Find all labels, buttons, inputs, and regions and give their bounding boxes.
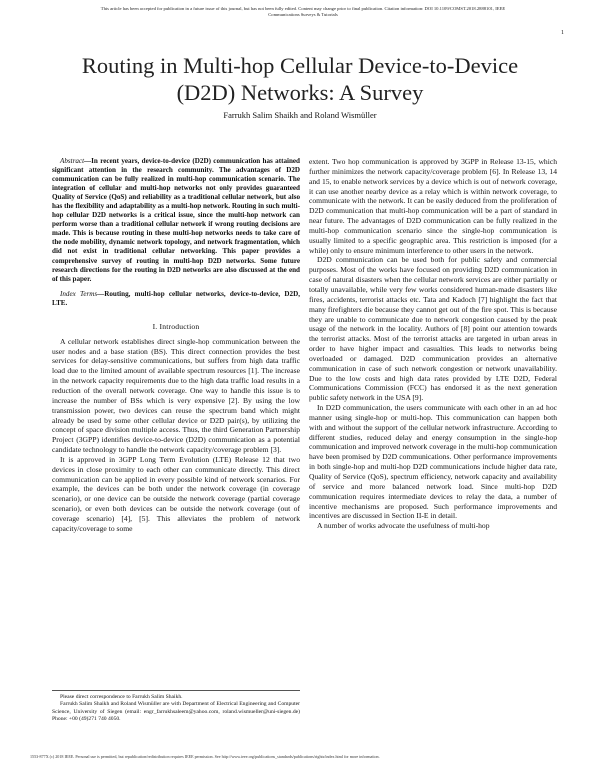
- index-terms-label: Index Terms: [60, 289, 98, 298]
- banner-line-2: Communications Surveys & Tutorials: [268, 12, 338, 17]
- page-number: 1: [561, 30, 564, 36]
- paper-title: [40, 52, 560, 106]
- right-column: [309, 157, 557, 531]
- body-paragraph: In D2D communication, the users communicate with each other in an ad hoc manner using single-hop or multi-hop. This communication can happen both with and without the support of the cellular network infrastructure. According to different studies, reduced delay and energy consumption in the single-hop communication and improved network coverage in the multi-hop communication have been promised by D2D communications. Other performance improvements in both single-hop and multi-hop D2D communications include higher data rate, Quality of Service (QoS), spectrum efficiency, network capacity and availability of service and more balanced network load. Since multi-hop D2D communication requires intermediate devices to relay the data, a number of incentive mechanisms are proposed. Such performance improvements and incentives are discussed in Section II-E in detail.: [309, 403, 557, 521]
- index-terms: [52, 290, 300, 308]
- abstract-separator: —: [84, 157, 92, 165]
- abstract-label: Abstract: [60, 157, 85, 165]
- journal-banner: [38, 6, 568, 18]
- index-terms-text: Routing, multi-hop cellular networks, device-to-device, D2D, LTE.: [52, 289, 300, 307]
- banner-line-1: This article has been accepted for publication in a future issue of this journal, but has not been fully edited. Content may change prior to final publication. Citation information: DOI 10.1109/COMST.2018.2888101, IEEE: [100, 6, 506, 11]
- footnotes: [52, 690, 300, 724]
- section-heading-introduction: I. Introduction: [152, 321, 200, 331]
- footnote: Please direct correspondence to Farrukh Salim Shaikh.: [60, 694, 183, 700]
- title-line-2: (D2D) Networks: A Survey: [176, 80, 424, 105]
- body-paragraph: A cellular network establishes direct single-hop communication between the user nodes and a base station (BS). This direct connection provides the best services for delay-sensitive communications, but suffers from high data traffic load due to the limited amount of available spectrum resources [1]. The increase in the network capacity requirements due to the high data traffic load results in a reduction of the overall network coverage. One way to handle this issue is to increase the number of BSs which is very expensive [2]. By using the low transmission power, two devices can reuse the spectrum band which might already be used by some other cellular device or D2D pair(s), by utilizing the concept of space division multiple access. Thus, the third Generation Partnership Project (3GPP) identifies device-to-device (D2D) communication as a potential candidate technology to handle the network capacity/coverage problem [3].: [52, 336, 300, 455]
- left-column: [52, 157, 300, 534]
- body-paragraph: A number of works advocate the usefulness of multi-hop: [317, 521, 490, 531]
- footnote: Farrukh Salim Shaikh and Roland Wismüller are with Department of Electrical Engineering and Computer Science, University of Siegen (email: engr_farrukhsaleem@yahoo.com, roland.wismueller@uni-siegen.de) Phone: +00 (49)271 740 4050.: [52, 701, 300, 723]
- body-paragraph: extent. Two hop communication is approved by 3GPP in Release 13-15, which further minimizes the network capacity/coverage problem [6]. In Release 13, 14 and 15, to enable network services by a device which is out of network coverage, it can use another nearby device as a relay which is within network coverage, to communicate with the network. It can be easily deduced from the proliferation of D2D communication that multi-hop communication will be a part of standard in near future. The advantages of D2D communication can be fully realized in the multi-hop communication scenario since the single-hop communication is usually limited to a specific geographic area. This restriction is imposed (for a while) only to ensure minimum interference to other users in the network.: [309, 157, 557, 255]
- abstract-text: In recent years, device-to-device (D2D) communication has attained significant attention in the research community. The advantages of D2D communication can be fully realized in multi-hop communication scenario. The integration of cellular and multi-hop networks not only provides guaranteed Quality of Service (QoS) and reliability as a traditional cellular network, but also has the flexibility and adaptability as a multi-hop network. Routing in such multi-hop cellular D2D networks is a critical issue, since the multi-hop network can perform worse than a traditional cellular network if wrong routing decisions are made. This is because routing in these multi-hop networks needs to take care of the node mobility, dynamic network topology, and network fragmentation, which did not exist in traditional cellular networking. This paper provides a comprehensive survey of routing in multi-hop D2D networks. Some future research directions for the routing in D2D networks are also discussed at the end of this paper.: [52, 157, 300, 283]
- body-paragraph: It is approved in 3GPP Long Term Evolution (LTE) Release 12 that two devices in close proximity to each other can communicate directly. This direct communication can be applied in every possible kind of network scenarios. For example, the devices can be both under the network coverage (in coverage scenario), or one device can be outside the network coverage (partial coverage scenario), or even both devices can be outside the network coverage (out of coverage scenario) [4], [5]. This alleviates the problem of network capacity/coverage to some: [52, 454, 300, 533]
- author-list: Farrukh Salim Shaikh and Roland Wismüller: [223, 110, 377, 120]
- copyright-footer: 1553-877X (c) 2018 IEEE. Personal use is permitted, but republication/redistribution requires IEEE permission. See http://www.ieee.org/publications_standards/publications/rights/index.html for more information.: [30, 754, 380, 759]
- body-paragraph: D2D communication can be used both for public safety and commercial purposes. Most of the works have focused on providing D2D communication in case of natural disasters when the cellular network services are either partially or totally unavailable, while very few works considered human-made disasters like fires, accidents, terrorist attacks etc. Tata and Kadoch [7] highlight the fact that many firefighters die because they cannot get out of the fire spot. This is because they are unable to communicate due to network congestion caused by the peak usage of the network in the locality. Authors of [8] point our attention towards the terrorist attacks. Most of the terrorist attacks are targeted in urban areas in order to have higher impact and casualties. This leads to networks being overloaded or damaged. D2D communication provides an alternative communication in case of such network congestion or network unavailability. Due to the low costs and high data rates provided by LTE D2D, Federal Communications Commission (FCC) has endorsed it as the next generation public safety network in the USA [9].: [309, 255, 557, 403]
- title-line-1: Routing in Multi-hop Cellular Device-to-Device: [81, 53, 519, 78]
- index-terms-separator: —: [97, 289, 105, 298]
- abstract: [52, 157, 300, 284]
